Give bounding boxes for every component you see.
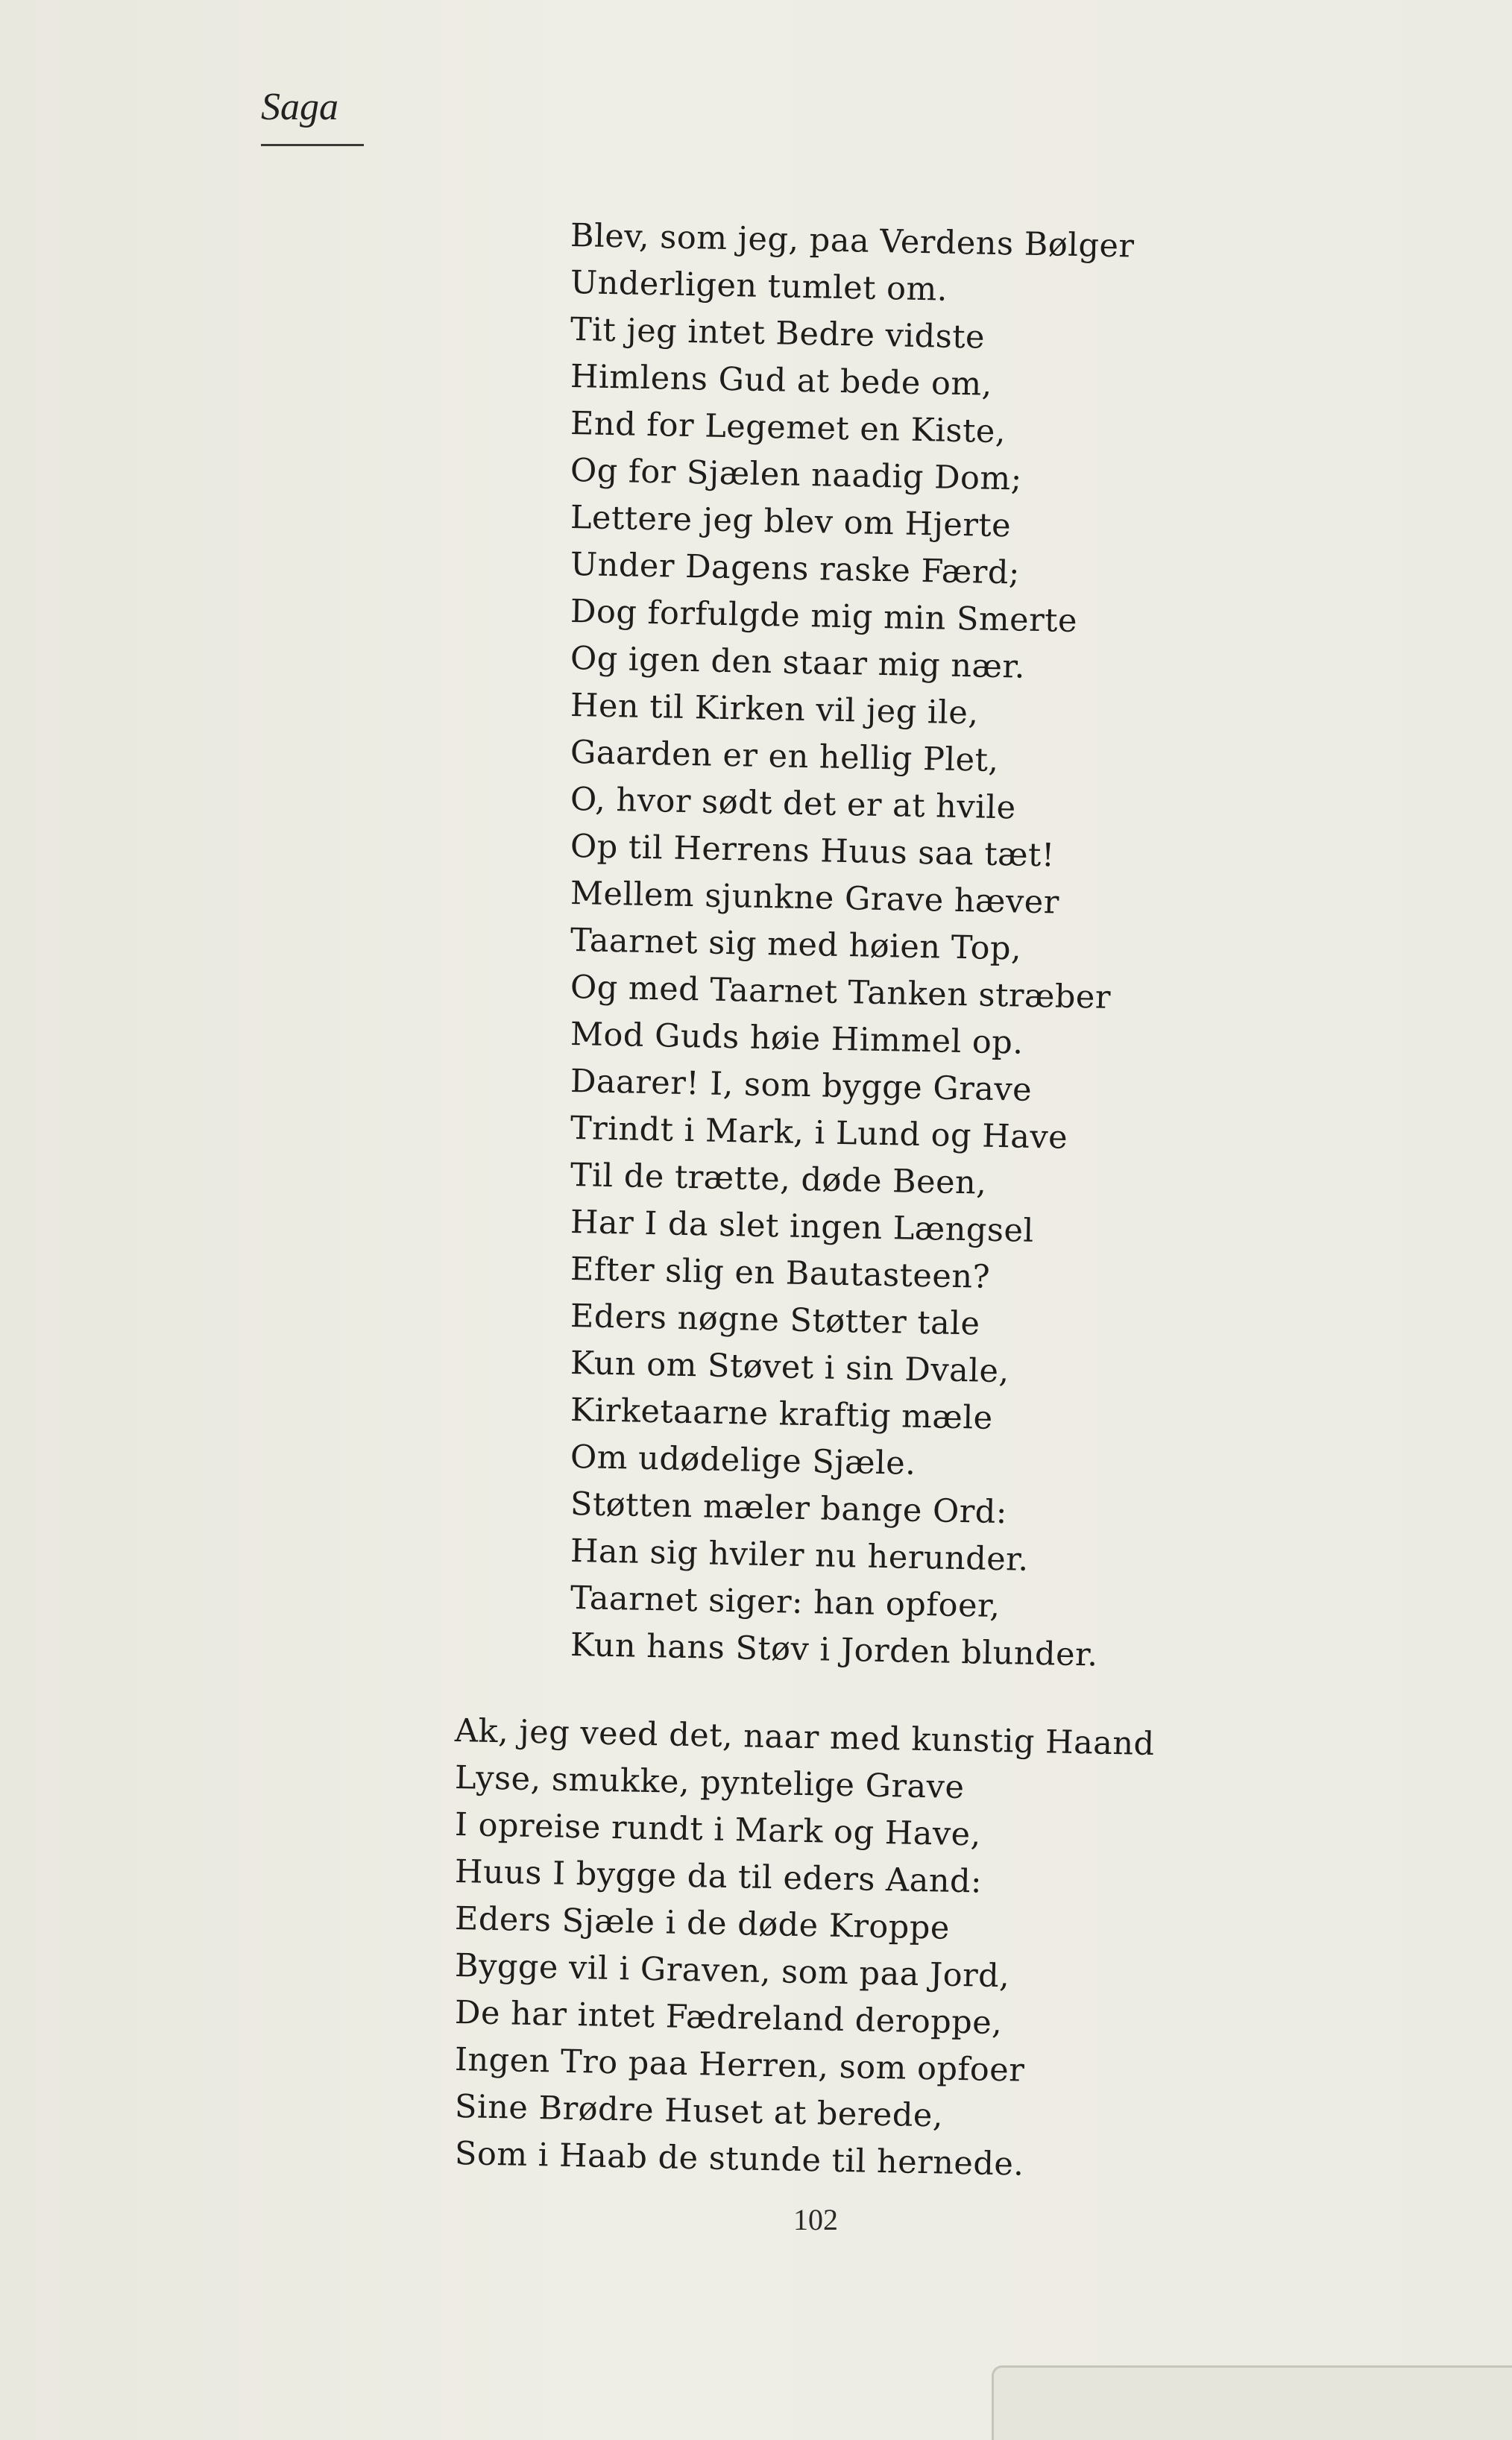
poem-line: Og igen den staar mig nær. — [570, 640, 1026, 686]
poem-line: Blev, som jeg, paa Verdens Bølger — [570, 217, 1135, 265]
page-corner-edge — [992, 2365, 1512, 2440]
poem-line: Og for Sjælen naadig Dom; — [570, 452, 1023, 498]
poem-line: Op til Herrens Huus saa tæt! — [570, 828, 1056, 875]
poem-line: Eders nøgne Støtter tale — [570, 1298, 980, 1343]
poem-line: Han sig hviler nu herunder. — [570, 1532, 1030, 1579]
poem-line: Efter slig en Bautasteen? — [570, 1251, 991, 1296]
poem-line: Har I da slet ingen Længsel — [570, 1204, 1035, 1250]
poem-line: Gaarden er en hellig Plet, — [570, 734, 1000, 780]
poem-line: Som i Haab de stunde til hernede. — [454, 2135, 1024, 2183]
poem-line: I opreise rundt i Mark og Have, — [454, 1806, 982, 1854]
poem-line: Dog forfulgde mig min Smerte — [570, 593, 1078, 641]
poem-line: Taarnet siger: han opfoer, — [570, 1579, 1001, 1626]
poem-line: Støtten mæler bange Ord: — [570, 1485, 1008, 1532]
page-number: 102 — [793, 2203, 838, 2236]
poem-line: Til de trætte, døde Been, — [570, 1157, 987, 1202]
poem-line: Kun hans Støv i Jorden blunder. — [570, 1626, 1099, 1674]
poem-line: Og med Taarnet Tanken stræber — [570, 969, 1112, 1016]
poem-line: Tit jeg intet Bedre vidste — [570, 311, 986, 356]
poem-line: Mellem sjunkne Grave hæver — [570, 875, 1060, 922]
poem-line: Trindt i Mark, i Lund og Have — [570, 1110, 1068, 1157]
header-underline — [261, 144, 364, 146]
poem-line: Sine Brødre Huset at berede, — [454, 2088, 944, 2135]
poem-line: Ak, jeg veed det, naar med kunstig Haand — [454, 1712, 1156, 1764]
running-header: Saga — [261, 86, 338, 128]
poem-line: De har intet Fædreland deroppe, — [454, 1994, 1003, 2043]
poem-line: Taarnet sig med høien Top, — [570, 922, 1022, 968]
poem-stanza-2 — [454, 1708, 1156, 2183]
poem-line: Lyse, smukke, pyntelige Grave — [454, 1759, 965, 1807]
poem-line: Himlens Gud at bede om, — [570, 358, 993, 403]
poem-line: Lettere jeg blev om Hjerte — [570, 499, 1012, 545]
poem-line: Under Dagens raske Færd; — [570, 546, 1021, 592]
poem-line: Om udødelige Sjæle. — [570, 1438, 916, 1482]
poem-line: Kirketaarne kraftig mæle — [570, 1392, 994, 1437]
poem-stanza-1 — [570, 213, 1135, 1674]
poem-line: Eders Sjæle i de døde Kroppe — [454, 1900, 951, 1947]
poem-line: Mod Guds høie Himmel op. — [570, 1016, 1024, 1062]
poem-line: Bygge vil i Graven, som paa Jord, — [454, 1947, 1010, 1996]
poem-line: Kun om Støvet i sin Dvale, — [570, 1345, 1010, 1391]
poem-line: Daarer! I, som bygge Grave — [570, 1063, 1033, 1109]
poem-line: Hen til Kirken vil jeg ile, — [570, 687, 980, 732]
poem-line: O, hvor sødt det er at hvile — [570, 781, 1017, 827]
poem-line: End for Legemet en Kiste, — [570, 405, 1007, 451]
poem-line: Underligen tumlet om. — [570, 264, 948, 309]
poem-line: Ingen Tro paa Herren, som opfoer — [454, 2041, 1025, 2090]
poem-line: Huus I bygge da til eders Aand: — [454, 1853, 983, 1901]
